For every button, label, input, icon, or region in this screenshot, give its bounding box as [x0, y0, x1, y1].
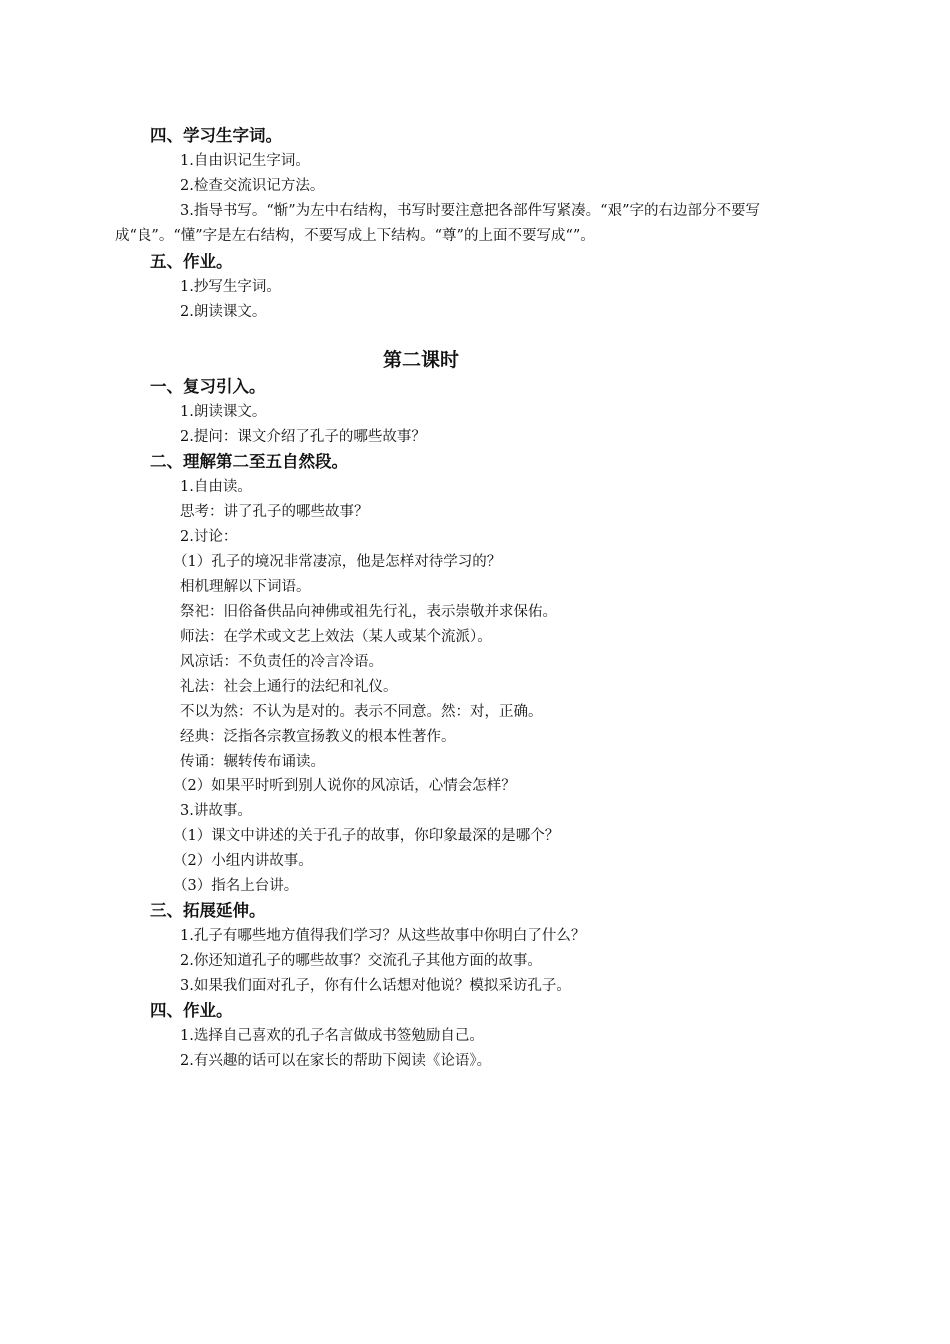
list-item: （1）课文中讲述的关于孔子的故事，你印象最深的是哪个？	[173, 828, 560, 844]
lesson-title: 第二课时	[383, 349, 460, 371]
list-item: 1.孔子有哪些地方值得我们学习？从这些故事中你明白了什么？	[180, 928, 586, 944]
section-heading-homework-2: 四、作业。	[150, 1001, 233, 1020]
list-item: （2）如果平时听到别人说你的风凉话，心情会怎样？	[173, 778, 516, 794]
list-item: （1）孔子的境况非常凄凉，他是怎样对待学习的？	[173, 554, 502, 570]
list-item: （2）小组内讲故事。	[173, 853, 313, 869]
list-item: 1.选择自己喜欢的孔子名言做成书签勉励自己。	[180, 1028, 484, 1044]
list-item: 1.自由读。	[180, 479, 252, 495]
list-item: （3）指名上台讲。	[173, 878, 299, 894]
vocab-definition: 祭祀：旧俗备供品向神佛或祖先行礼，表示崇敬并求保佑。	[180, 604, 557, 620]
section-heading-vocab: 四、学习生字词。	[150, 126, 282, 145]
vocab-definition: 传诵：辗转传布诵读。	[180, 754, 325, 770]
list-item: 1.抄写生字词。	[180, 279, 281, 295]
section-heading-homework: 五、作业。	[150, 252, 233, 271]
vocab-definition: 风凉话：不负责任的冷言冷语。	[180, 654, 383, 670]
vocab-definition: 礼法：社会上通行的法纪和礼仪。	[180, 679, 398, 695]
list-item: 2.朗读课文。	[180, 304, 267, 320]
section-heading-extension: 三、拓展延伸。	[150, 901, 266, 920]
list-item: 2.检查交流识记方法。	[180, 178, 325, 194]
list-item: 1.朗读课文。	[180, 404, 267, 420]
vocab-definition: 师法：在学术或文艺上效法（某人或某个流派）。	[180, 629, 492, 645]
section-heading-understand: 二、理解第二至五自然段。	[150, 452, 348, 471]
list-item: 3.讲故事。	[180, 803, 252, 819]
list-item: 1.自由识记生字词。	[180, 153, 310, 169]
vocab-definition: 经典：泛指各宗教宣扬教义的根本性著作。	[180, 729, 456, 745]
section-heading-review: 一、复习引入。	[150, 377, 266, 396]
list-item: 思考：讲了孔子的哪些故事？	[180, 504, 369, 520]
list-item: 相机理解以下词语。	[180, 579, 311, 595]
list-item: 2.有兴趣的话可以在家长的帮助下阅读《论语》。	[180, 1053, 492, 1069]
list-item: 2.你还知道孔子的哪些故事？交流孔子其他方面的故事。	[180, 953, 542, 969]
list-item: 2.讨论：	[180, 529, 238, 545]
vocab-definition: 不以为然：不认为是对的。表示不同意。然：对，正确。	[180, 704, 543, 720]
list-item: 2.提问：课文介绍了孔子的哪些故事？	[180, 429, 426, 445]
list-item: 3.如果我们面对孔子，你有什么话想对他说？模拟采访孔子。	[180, 978, 571, 994]
writing-guidance-paragraph: 3.指导书写。“惭”为左中右结构，书写时要注意把各部件写紧凑。“艰”字的右边部分不要写成“良”。“懂”字是左右结构，不要写成上下结构。“尊”的上面不要写成“”。	[115, 203, 760, 244]
